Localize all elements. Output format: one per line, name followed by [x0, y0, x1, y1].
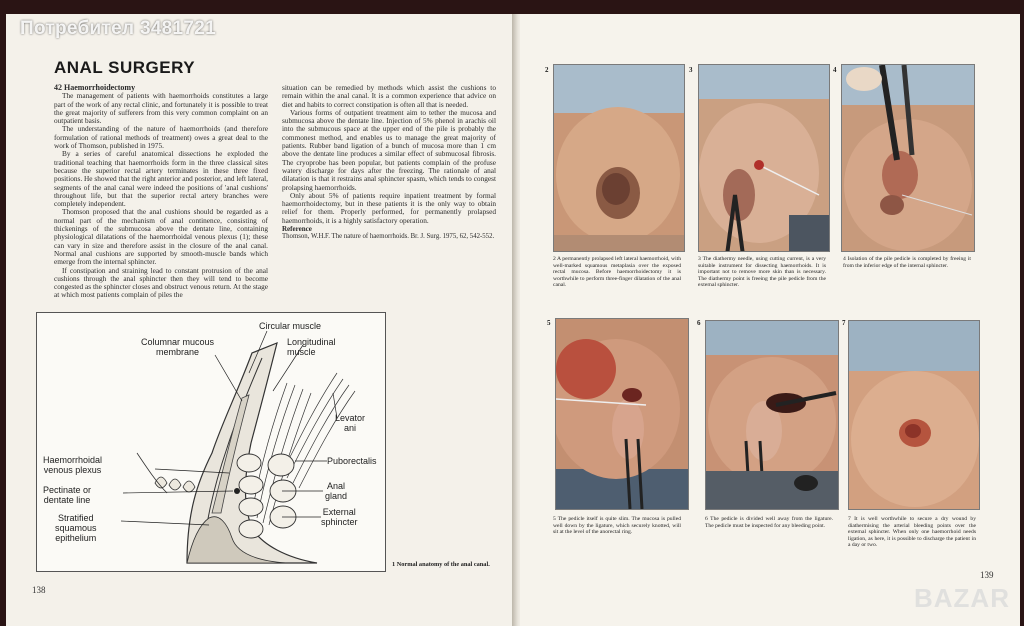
page-number-right: 139	[980, 570, 994, 580]
figure-caption: 1 Normal anatomy of the anal canal.	[392, 561, 490, 568]
paragraph: Thomson proposed that the anal cushions should be regarded as a normal part of the mechanism of anal continence, consisting of thickenings of the submucosa above the dentate line, containing physiological dilatations of the haemorrhoidal venous plexus (1); these can vary in size and therefore assist in the closure of the anal canal. Normal anal cushions are supported by smooth-muscle bands which emerge from the internal sphincter.	[54, 207, 268, 267]
paragraph: The management of patients with haemorrhoids constitutes a large part of the work of any rectal clinic, and fortunately it is possible to treat the great majority of sufferers from this very common complaint on an outpatient basis.	[54, 91, 268, 126]
page-number-left: 138	[32, 585, 46, 595]
photo-number: 7	[842, 319, 846, 327]
photo-image	[706, 321, 838, 509]
photo-caption-6: 6 The pedicle is divided well away from the ligature. The pedicle must be inspected for any bleeding point.	[705, 516, 833, 529]
photo-number: 3	[689, 66, 693, 74]
surgical-photo-3	[698, 64, 830, 252]
text-column-1	[54, 84, 268, 300]
paragraph: Only about 5% of patients require inpatient treatment by formal haemorrhoidectomy, but in these patients it is the only way to obtain relief for them. Properly performed, for permanently prolapsed haemorrhoids, it is a highly satisfactory operation.	[282, 190, 496, 225]
label-levator-ani: Levator ani	[335, 413, 366, 433]
photo-caption-2: 2 A permanently prolapsed left lateral haemorrhoid, with well-marked squamous metaplasia over the exposed rectal mucosa. Before haemorrhoidectomy it is worthwhile to perform three-finger dilatation of the anal canal.	[553, 256, 681, 289]
label-columnar-membrane: Columnar mucous membrane	[141, 337, 215, 357]
photo-caption-7: 7 It is well worthwhile to secure a dry wound by diathermising the arterial bleeding points over the external sphincter. When only one haemorrhoid needs ligation, as here, it is possible to discharge the patient in a day or two.	[848, 516, 976, 549]
photo-number: 5	[547, 319, 551, 327]
reference-text: Thomson, W.H.F. The nature of haemorrhoids. Br. J. Surg. 1975, 62, 542-552.	[282, 233, 495, 241]
label-external-sphincter: External sphincter	[321, 507, 358, 527]
bazar-logo: BAZAR	[914, 583, 1010, 613]
label-anal-gland: Anal gland	[325, 481, 348, 501]
photo-number: 2	[545, 66, 549, 74]
label-pectinate-line: Pectinate or dentate line	[43, 485, 92, 505]
photo-caption-3: 3 The diathermy needle, using cutting current, is a very suitable instrument for dissecting haemorrhoids. It is important not to remove more skin than is necessary. The diathermy point is freeing the pile pedicle from the external sphincter.	[698, 256, 826, 289]
photo-number: 4	[833, 66, 837, 74]
text-column-2	[282, 84, 496, 242]
user-watermark: Потребител 3481721	[20, 18, 217, 39]
section-heading: 42 Haemorrhoidectomy	[54, 83, 136, 92]
paragraph: situation can be remedied by methods which assist the cushions to remain within the anal canal. It is a common experience that advice on diet and habits to correct constipation is often all that is needed.	[282, 83, 496, 109]
photo-number: 6	[697, 319, 701, 327]
label-stratified-epithelium: Stratified squamous epithelium	[55, 513, 97, 543]
photo-image	[842, 65, 974, 251]
label-venous-plexus: Haemorrhoidal venous plexus	[43, 455, 103, 475]
photo-image	[699, 65, 829, 251]
label-longitudinal-muscle: Longitudinal muscle	[287, 337, 336, 357]
label-circular-muscle: Circular muscle	[259, 321, 322, 331]
photo-caption-5: 5 The pedicle itself is quite slim. The mucosa is pulled well down by the ligature, which securely knotted, will sit at the level of the anorectal ring.	[553, 516, 681, 536]
paragraph: If constipation and straining lead to constant protrusion of the anal cushions through the anal sphincter then they will tend to become congested as the sphincter closes and obstruct venous return. At the stage at which most patients complain of piles the	[54, 265, 268, 300]
surgical-photo-5	[555, 318, 689, 510]
photo-image	[556, 319, 688, 509]
surgical-photo-4	[841, 64, 975, 252]
anatomy-diagram	[36, 312, 386, 572]
paragraph: The understanding of the nature of haemorrhoids (and therefore formulation of rational methods of treatment) owes a great deal to the work of Thomson, published in 1975.	[54, 124, 268, 151]
paragraph: Various forms of outpatient treatment aim to tether the mucosa and submucosa above the dentate line. Injection of 5% phenol in arachis oil into the submucous space at the upper end of the pile is probably the commonest method, and enables us to manage the great majority of patients. Rubber band ligation of a bunch of mucosa more than 1 cm above the dentate line produces a similar effect of submucosal fibrosis. The cryoprobe has been popular, but patients complain of the profuse watery discharge for days after the freezing. The rationale of anal dilatation is that it restrains anal sphincter spasm, which tends to congest prolapsing haemorrhoids.	[282, 107, 496, 192]
photo-image	[554, 65, 684, 251]
surgical-photo-6	[705, 320, 839, 510]
photo-caption-4: 4 Isolation of the pile pedicle is completed by freeing it from the inferior edge of the internal sphincter.	[843, 256, 971, 269]
photo-image	[849, 321, 979, 509]
label-puborectalis: Puborectalis	[327, 456, 377, 466]
paragraph: By a series of careful anatomical dissections he exploded the traditional teaching that haemorrhoids form in the three classical sites because the superior rectal artery terminates in these three fixed positions. He showed that the right anterior and posterior, and left lateral, segments of the anal canal were indeed the positions of 'anal cushions' throughout life, but that the superior rectal artery branches were completely independent.	[54, 149, 268, 209]
surgical-photo-2	[553, 64, 685, 252]
reference-heading: Reference	[282, 225, 312, 234]
surgical-photo-7	[848, 320, 980, 510]
chapter-title: ANAL SURGERY	[54, 58, 196, 77]
